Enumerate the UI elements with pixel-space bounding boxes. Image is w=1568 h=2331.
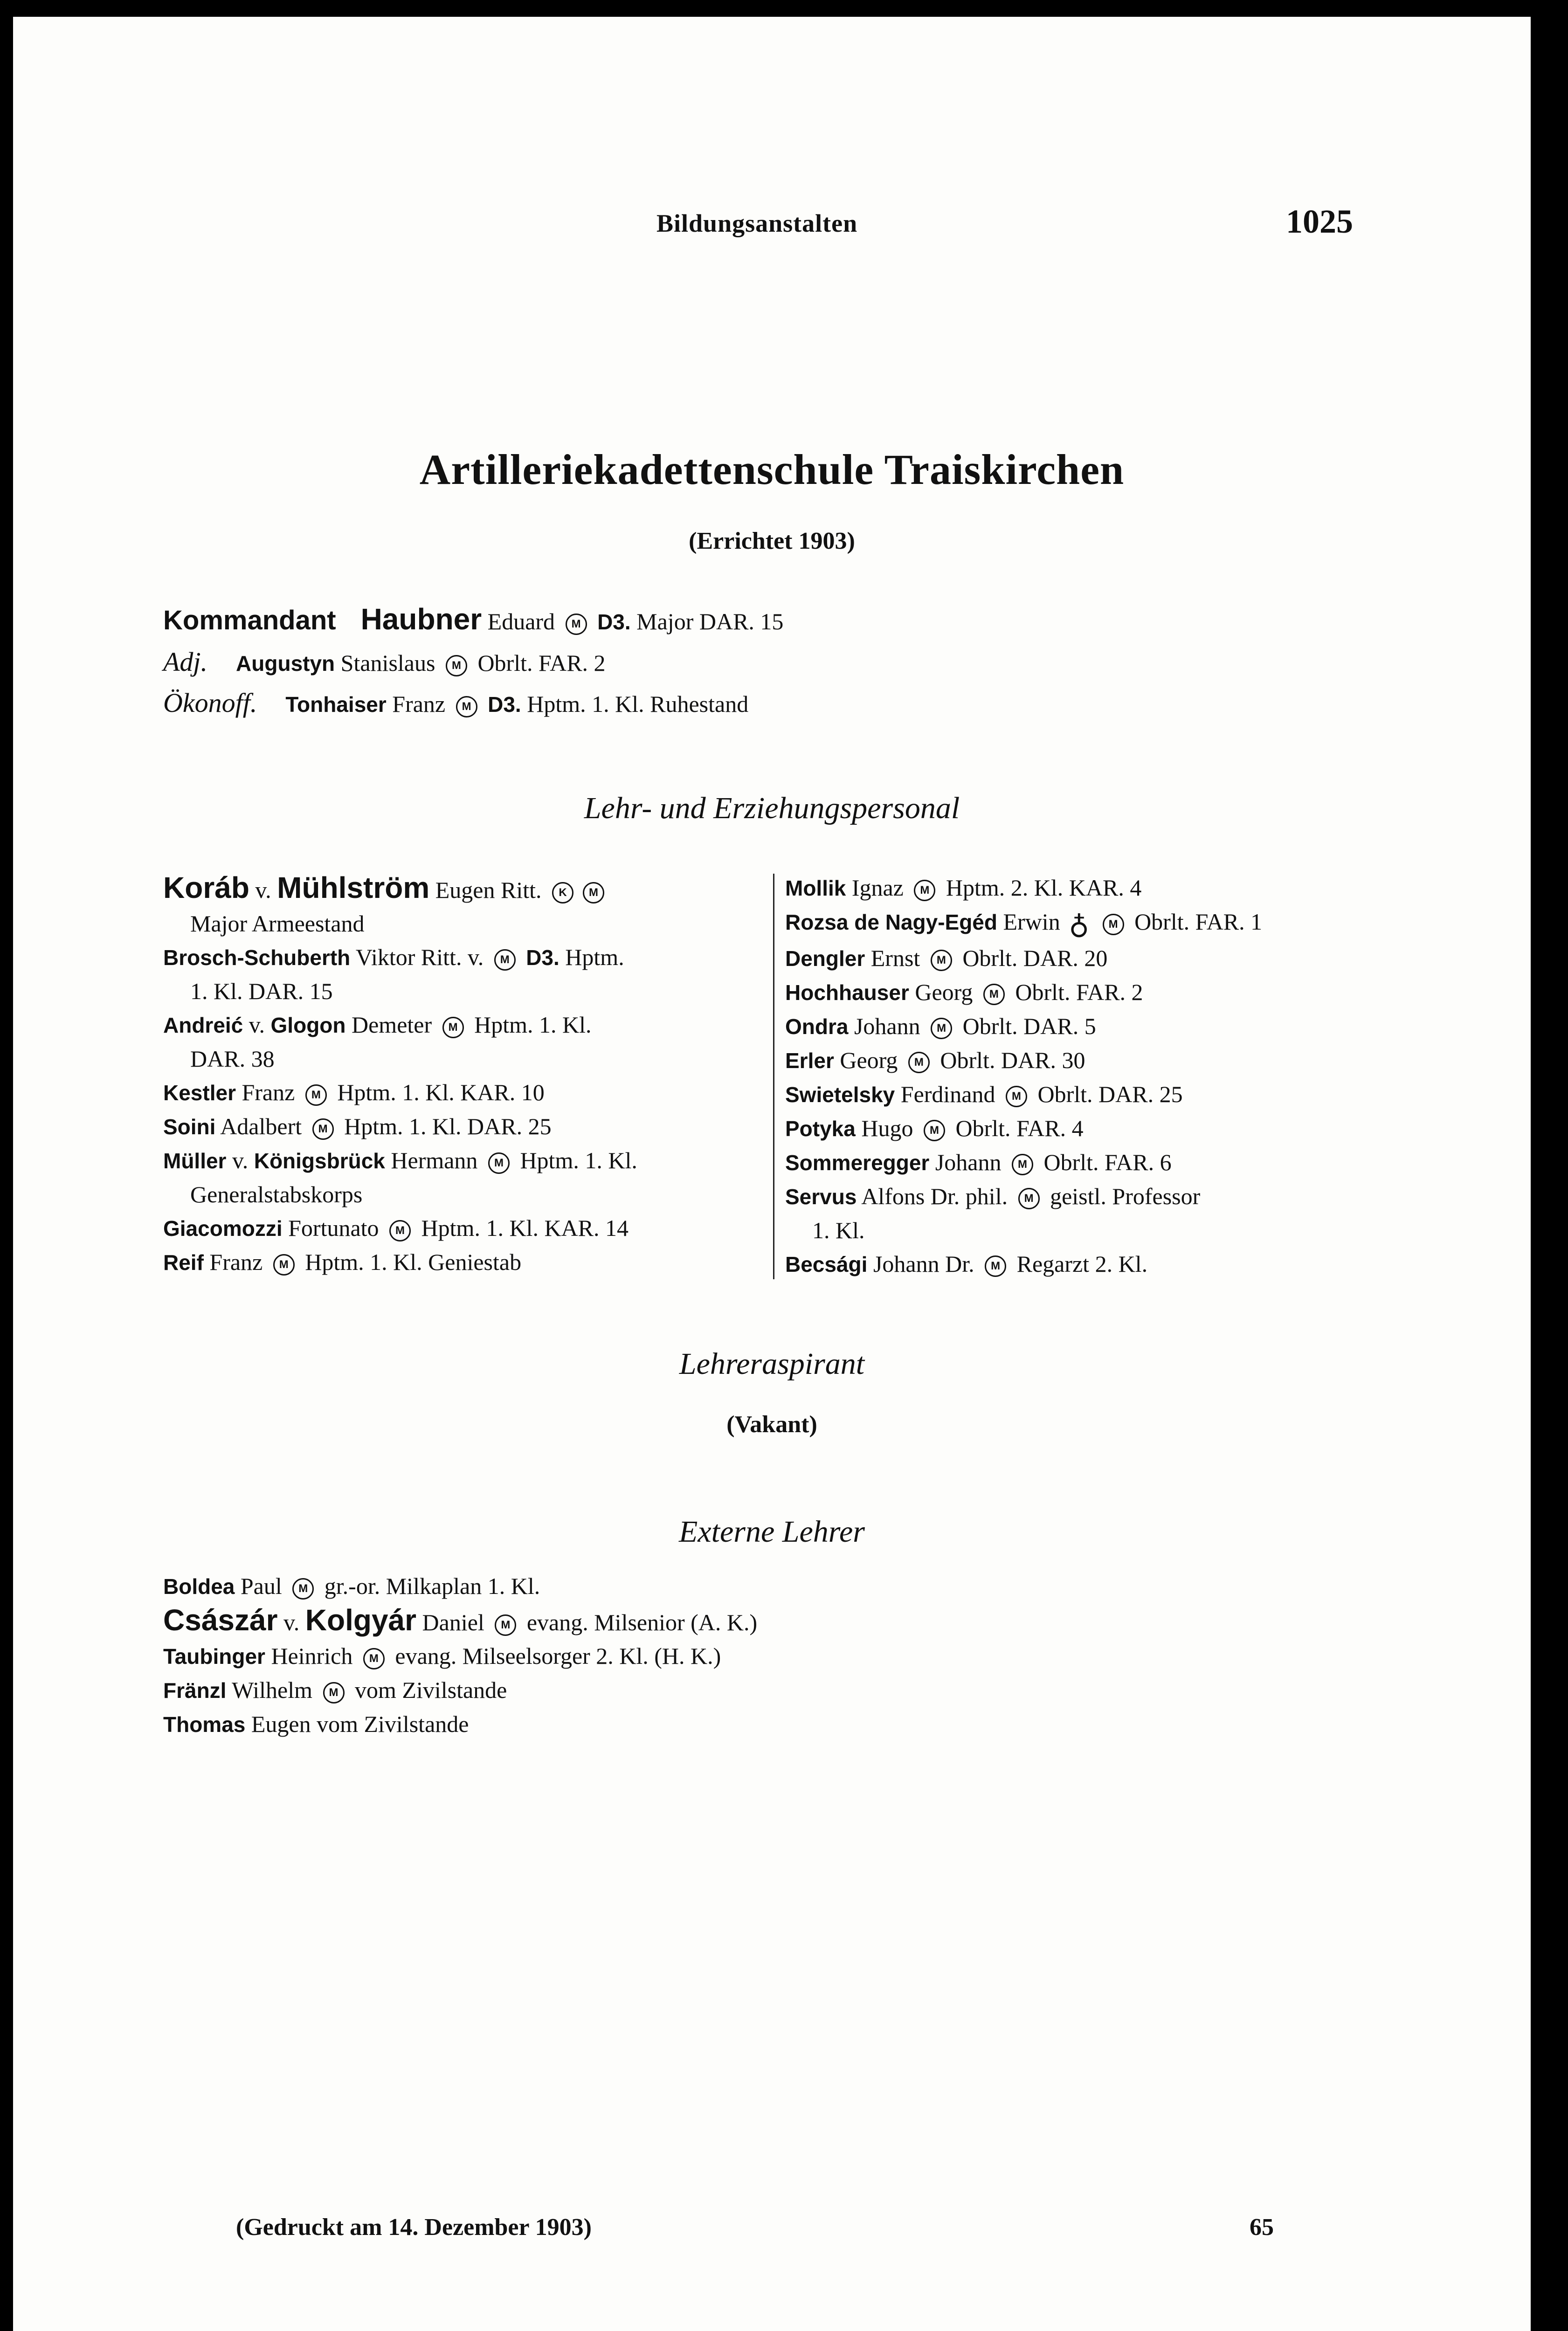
rank-unit: Hptm. 1. Kl. DAR. 25 xyxy=(344,1113,552,1139)
kommandant-line xyxy=(163,602,783,639)
given-name: Franz xyxy=(242,1079,295,1105)
page-number: 1025 xyxy=(1286,203,1353,240)
K-circle-icon: K xyxy=(552,882,573,903)
name-particle: v. xyxy=(255,877,271,903)
rank-unit: Hptm. 2. Kl. KAR. 4 xyxy=(946,875,1142,901)
rank-unit: Obrlt. DAR. 5 xyxy=(962,1013,1096,1039)
M-circle-icon: M xyxy=(446,655,467,676)
rank-unit: Major DAR. 15 xyxy=(636,608,784,634)
list-item xyxy=(163,1245,769,1279)
given-name: Franz xyxy=(392,691,446,717)
continuation: 1. Kl. xyxy=(812,1217,865,1243)
surname: Brosch-Schuberth xyxy=(163,945,351,970)
given-name: Johann Dr. xyxy=(873,1250,974,1277)
rank-unit: Hptm. 1. Kl. xyxy=(474,1012,592,1038)
list-item xyxy=(163,1707,757,1741)
continuation: DAR. 38 xyxy=(190,1046,275,1072)
given-name: Alfons Dr. phil. xyxy=(861,1183,1008,1209)
adj-line xyxy=(163,645,606,680)
column-divider xyxy=(773,874,774,1279)
surname: Potyka xyxy=(785,1116,856,1141)
surname: Erler xyxy=(785,1048,834,1073)
M-circle-icon: M xyxy=(323,1682,345,1703)
role-label: Kommandant xyxy=(163,605,336,635)
role-label: Adj. xyxy=(163,647,208,677)
decoration-label: D3. xyxy=(526,945,560,970)
given-name: Eugen vom Zivilstande xyxy=(251,1711,469,1737)
surname: Hochhauser xyxy=(785,980,909,1005)
continuation: 1. Kl. DAR. 15 xyxy=(190,978,333,1004)
surname: Kestler xyxy=(163,1081,236,1105)
M-circle-icon: M xyxy=(908,1052,930,1073)
surname: Haubner xyxy=(360,602,482,636)
M-circle-icon: M xyxy=(931,1018,952,1039)
rank-unit: Obrlt. FAR. 2 xyxy=(477,650,606,676)
surname: Tonhaiser xyxy=(285,692,387,717)
M-circle-icon: M xyxy=(983,984,1005,1005)
M-circle-icon: M xyxy=(456,696,477,717)
M-circle-icon: M xyxy=(924,1120,945,1141)
decoration-label: D3. xyxy=(597,610,631,634)
cross-icon: ♁ xyxy=(1069,909,1090,940)
M-circle-icon: M xyxy=(495,1614,516,1636)
rank-unit: Obrlt. FAR. 2 xyxy=(1015,979,1143,1005)
M-circle-icon: M xyxy=(1006,1086,1027,1107)
given-name: Franz xyxy=(209,1249,263,1275)
surname: Koráb xyxy=(163,871,249,904)
print-date: (Gedruckt am 14. Dezember 1903) xyxy=(236,2214,592,2241)
rank-unit: Obrlt. DAR. 30 xyxy=(940,1047,1085,1073)
page-title: Artilleriekadettenschule Traiskirchen xyxy=(419,446,1125,493)
rank-unit: geistl. Professor xyxy=(1050,1183,1201,1209)
given-name: Ignaz xyxy=(851,875,904,901)
M-circle-icon: M xyxy=(442,1017,464,1038)
rank-unit: Obrlt. FAR. 4 xyxy=(955,1115,1084,1141)
M-circle-icon: M xyxy=(931,950,952,971)
surname: Servus xyxy=(785,1184,857,1209)
M-circle-icon: M xyxy=(273,1254,295,1276)
surname: Boldea xyxy=(163,1574,235,1599)
surname: Müller xyxy=(163,1149,227,1173)
given-name: Demeter xyxy=(352,1012,432,1038)
surname-part: Königsbrück xyxy=(254,1149,385,1173)
given-name: Daniel xyxy=(422,1609,484,1635)
section-heading-external: Externe Lehrer xyxy=(679,1515,865,1549)
given-name: Heinrich xyxy=(271,1643,353,1669)
M-circle-icon: M xyxy=(363,1648,385,1669)
given-name: Johann xyxy=(935,1149,1002,1175)
given-name: Johann xyxy=(854,1013,920,1039)
M-circle-icon: M xyxy=(292,1578,314,1600)
M-circle-icon: M xyxy=(488,1152,510,1174)
surname: Thomas xyxy=(163,1712,246,1737)
list-item xyxy=(785,1043,1391,1077)
decoration-label: D3. xyxy=(488,692,521,717)
surname: Taubinger xyxy=(163,1644,265,1669)
continuation: Major Armeestand xyxy=(190,910,365,937)
rank-unit: Obrlt. DAR. 20 xyxy=(962,945,1108,971)
given-name: Adalbert xyxy=(220,1113,302,1139)
rank-unit: Regarzt 2. Kl. xyxy=(1016,1250,1148,1277)
rank-unit: Hptm. 1. Kl. Geniestab xyxy=(305,1249,522,1275)
list-item xyxy=(163,940,769,1008)
rank-unit: Obrlt. DAR. 25 xyxy=(1037,1081,1183,1107)
given-name: Eduard xyxy=(487,608,555,634)
staff-left-column xyxy=(163,871,769,1279)
sheet-signature: 65 xyxy=(1250,2214,1274,2241)
M-circle-icon: M xyxy=(389,1220,411,1241)
section-heading-staff: Lehr- und Erziehungspersonal xyxy=(584,791,960,825)
rank-unit: evang. Milseelsorger 2. Kl. (H. K.) xyxy=(395,1643,721,1669)
surname: Mollik xyxy=(785,876,846,900)
name-particle: v. xyxy=(232,1147,249,1173)
list-item xyxy=(163,1639,757,1673)
rank-unit: Hptm. 1. Kl. KAR. 14 xyxy=(421,1215,629,1241)
surname: Giacomozzi xyxy=(163,1216,283,1241)
list-item xyxy=(163,1211,769,1245)
oekonoff-line xyxy=(163,686,748,721)
surname: Fränzl xyxy=(163,1678,227,1703)
M-circle-icon: M xyxy=(1103,914,1124,935)
surname: Andreić xyxy=(163,1013,243,1037)
list-item xyxy=(785,1111,1391,1145)
list-item xyxy=(785,941,1391,975)
given-name: Ferdinand xyxy=(900,1081,995,1107)
surname: Reif xyxy=(163,1250,204,1275)
list-item xyxy=(785,871,1391,905)
M-circle-icon: M xyxy=(583,882,604,903)
list-item xyxy=(163,1144,769,1211)
rank-unit: Hptm. 1. Kl. KAR. 10 xyxy=(337,1079,545,1105)
list-item xyxy=(785,1145,1391,1179)
rank-unit: Obrlt. FAR. 6 xyxy=(1043,1149,1172,1175)
list-item xyxy=(785,1009,1391,1043)
list-item xyxy=(785,1247,1391,1281)
page xyxy=(13,17,1531,2331)
surname: Rozsa de Nagy-Egéd xyxy=(785,910,997,934)
M-circle-icon: M xyxy=(312,1118,334,1140)
staff-right-column xyxy=(785,871,1391,1281)
list-item xyxy=(163,1569,757,1603)
rank-unit: Hptm. xyxy=(565,944,624,970)
list-item xyxy=(785,975,1391,1009)
role-label: Ökonoff. xyxy=(163,688,257,718)
surname: Augustyn xyxy=(236,651,335,676)
list-item xyxy=(163,1008,769,1076)
given-name: Paul xyxy=(240,1573,282,1599)
given-name: Erwin xyxy=(1003,909,1060,935)
rank-unit: Hptm. 1. Kl. Ruhestand xyxy=(527,691,749,717)
surname: Swietelsky xyxy=(785,1082,895,1107)
given-name: Viktor Ritt. v. xyxy=(355,944,484,970)
list-item xyxy=(785,1077,1391,1111)
M-circle-icon: M xyxy=(914,880,935,901)
external-list xyxy=(163,1569,757,1741)
surname-part: Kolgyár xyxy=(305,1603,417,1637)
given-name: Stanislaus xyxy=(340,650,435,676)
surname: Dengler xyxy=(785,946,865,971)
rank-unit: evang. Milsenior (A. K.) xyxy=(526,1609,758,1635)
list-item xyxy=(163,1603,757,1639)
section-heading-aspirant: Lehreraspirant xyxy=(679,1347,865,1381)
M-circle-icon: M xyxy=(1018,1188,1040,1209)
rank-unit: Hptm. 1. Kl. xyxy=(520,1147,637,1173)
rank-unit: vom Zivilstande xyxy=(355,1677,507,1703)
rank-unit: Obrlt. FAR. 1 xyxy=(1134,909,1263,935)
list-item xyxy=(163,1110,769,1144)
M-circle-icon: M xyxy=(1012,1154,1033,1175)
rank-unit: gr.-or. Milkaplan 1. Kl. xyxy=(324,1573,540,1599)
surname: Becsági xyxy=(785,1252,868,1276)
page-subtitle: (Errichtet 1903) xyxy=(689,528,855,554)
given-name: Fortunato xyxy=(288,1215,379,1241)
given-name: Eugen Ritt. xyxy=(435,877,542,903)
given-name: Georg xyxy=(915,979,973,1005)
given-name: Hugo xyxy=(861,1115,913,1141)
surname: Császár xyxy=(163,1603,278,1637)
M-circle-icon: M xyxy=(985,1255,1006,1277)
name-particle: v. xyxy=(249,1012,265,1038)
surname: Ondra xyxy=(785,1014,849,1039)
given-name: Ernst xyxy=(870,945,920,971)
running-head: Bildungsanstalten xyxy=(656,209,858,237)
list-item xyxy=(163,1673,757,1707)
list-item xyxy=(785,1179,1391,1247)
given-name: Hermann xyxy=(391,1147,478,1173)
continuation: Generalstabskorps xyxy=(190,1181,363,1207)
surname-part: Glogon xyxy=(270,1013,346,1037)
given-name: Georg xyxy=(840,1047,898,1073)
aspirant-note: (Vakant) xyxy=(726,1411,817,1438)
list-item xyxy=(785,905,1391,941)
list-item xyxy=(163,1076,769,1110)
list-item xyxy=(163,871,769,940)
name-particle: v. xyxy=(283,1609,300,1635)
M-circle-icon: M xyxy=(566,614,587,635)
given-name: Wilhelm xyxy=(232,1677,313,1703)
surname-part: Mühlström xyxy=(277,871,430,904)
surname: Sommeregger xyxy=(785,1150,930,1175)
surname: Soini xyxy=(163,1115,216,1139)
M-circle-icon: M xyxy=(305,1084,327,1106)
M-circle-icon: M xyxy=(494,949,516,971)
